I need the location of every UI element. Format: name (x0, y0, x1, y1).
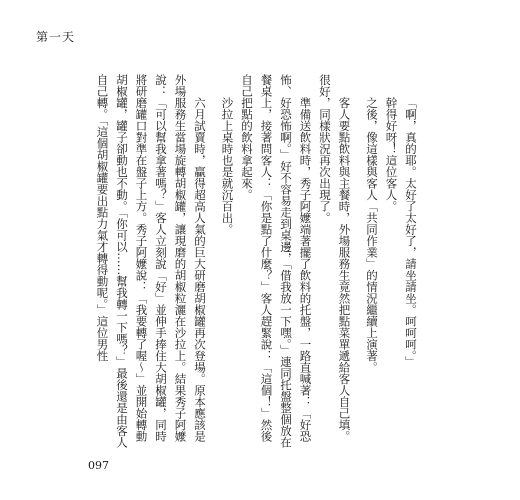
paragraph-2: 幹得好呀！這位客人。 (384, 97, 399, 212)
page-number: 097 (88, 459, 109, 472)
paragraph-7: 六月試賣時，贏得超高人氣的巨大研磨胡椒罐再次登場。原本應該是外場服務生當場旋轉胡椒罐，讓現磨的胡椒粒灑在沙拉上。結果秀子阿嬤說：「可以幫我拿著嗎？」客人立刻說「好」並伸手捧住大胡椒罐，同時將研磨罐口對準在盤子上方。秀子阿嬤說：「我要轉了喔〜」並開始轉動胡椒罐，罐子卻動也不動。「你可以……幫我轉一下嗎？」最後還是由客人自己轉。「這個胡椒罐要出點力氣才轉得動呢。」這位男性 (95, 74, 207, 448)
paragraph-4: 客人要點飲料與主餐時，外場服務生竟然把點菜單遞給客人自己填。很好，同樣狀況再次出現了。 (318, 74, 352, 442)
running-title: 第一天 (36, 30, 76, 44)
vertical-text-body (95, 74, 420, 450)
paragraph-5: 準備送飲料時，秀子阿嬤端著擺了飲料的托盤，一路直喊著：「好恐怖、好恐怖啊。」好不容易走到桌邊，「借我放一下嘿。」連同托盤整個放在餐桌上，接著問客人：「你是點了什麼？」客人趕緊說：「這個！」然後自己把點的飲料拿起來。 (240, 74, 313, 448)
paragraph-1: 「啊，真的耶。太好了太好了，請坐請坐。呵呵呵。」 (404, 97, 418, 368)
paragraph-3: 之後，像這樣與客人「共同作業」的情況繼續上演著。 (365, 97, 379, 373)
paragraph-6: 沙拉上桌時也是就沉百出。 (220, 97, 235, 235)
